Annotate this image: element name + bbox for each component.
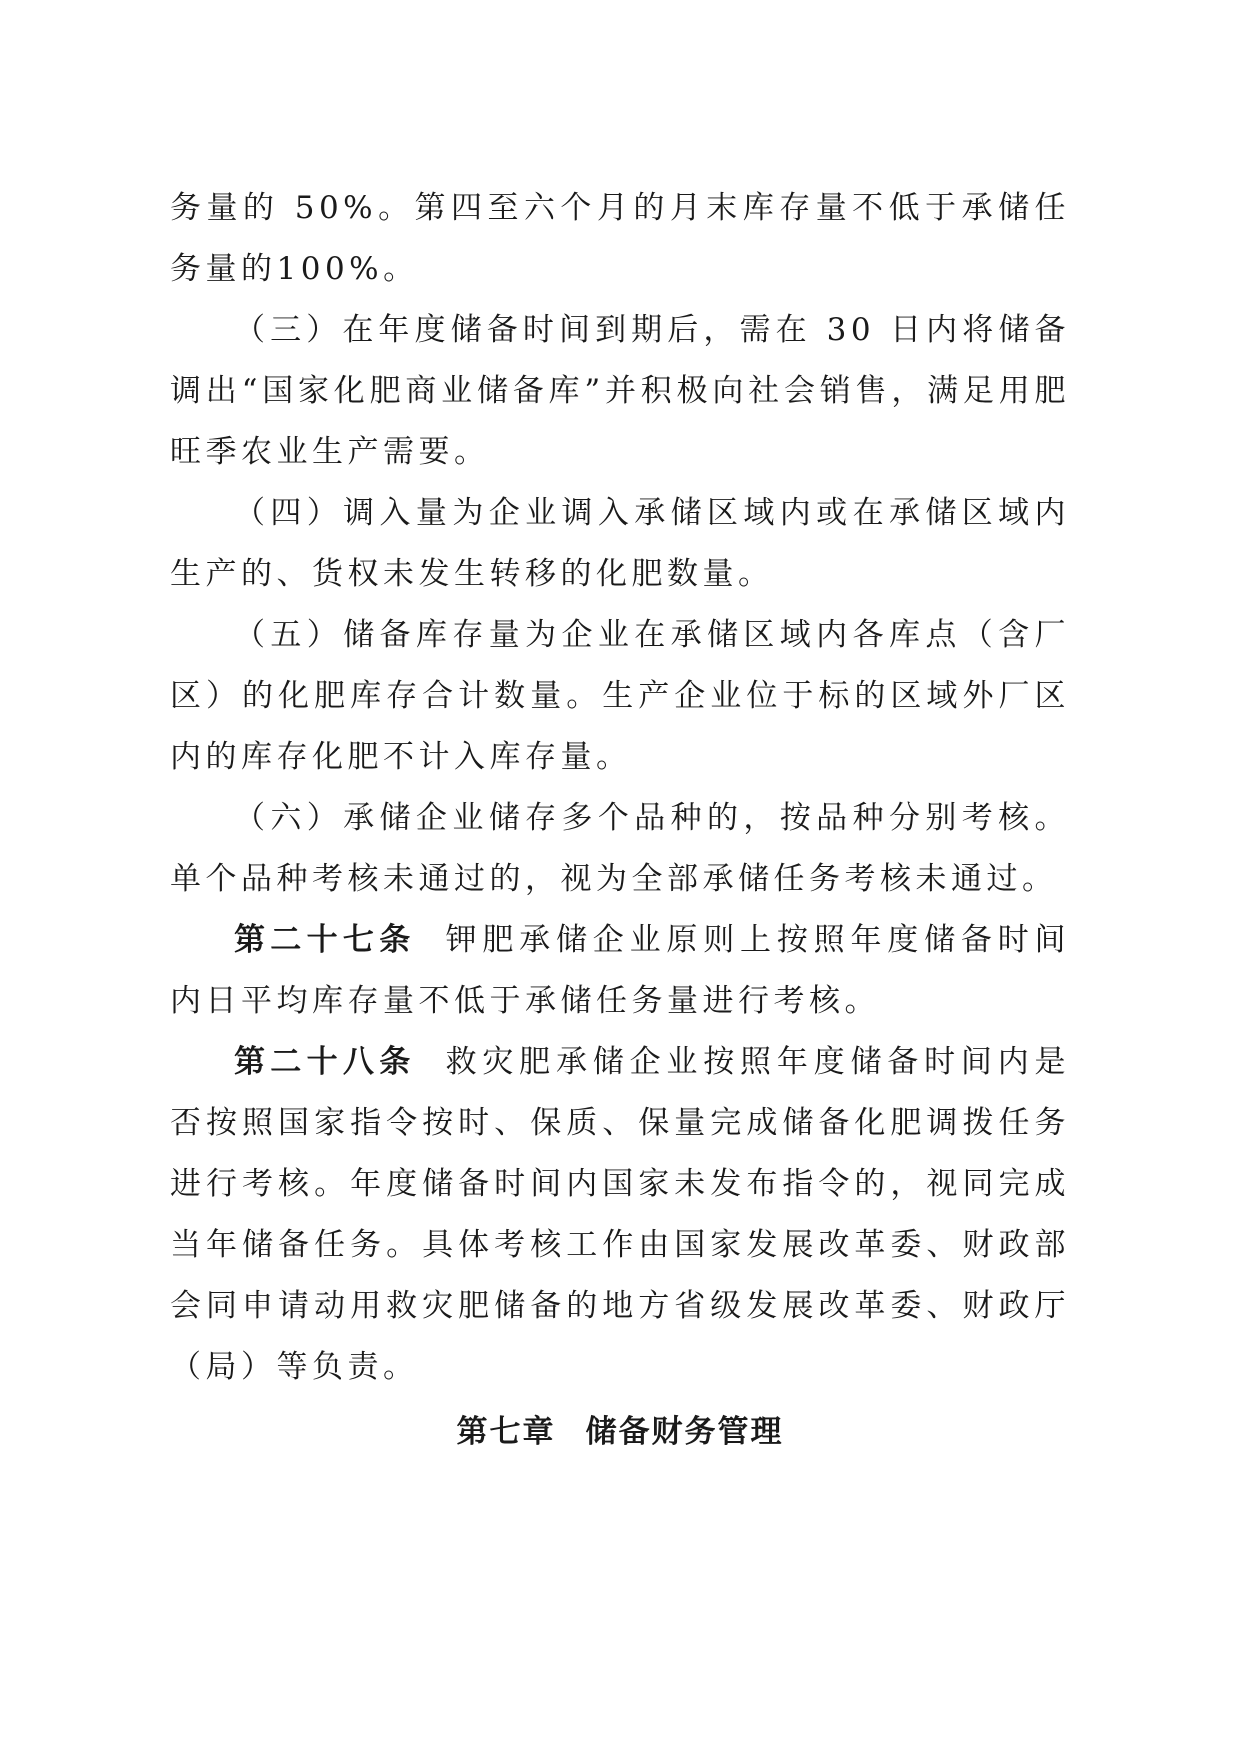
article-28 [170,1032,1070,1398]
paragraph-continued: 务量的 50%。第四至六个月的月末库存量不低于承储任务量的100%。 [170,190,1070,287]
paragraph-item-4: （四）调入量为企业调入承储区域内或在承储区域内生产的、货权未发生转移的化肥数量。 [170,495,1070,592]
chapter-heading [170,1402,1070,1462]
article-27-text: 钾肥承储企业原则上按照年度储备时间内日平均库存量不低于承储任务量进行考核。 [170,922,1071,1019]
article-27-heading: 第二十七条 [234,922,416,958]
document-body [170,178,1070,1398]
paragraph-item-3: （三）在年度储备时间到期后，需在 30 日内将储备调出“国家化肥商业储备库”并积极向社会销售，满足用肥旺季农业生产需要。 [170,312,1070,470]
article-28-heading: 第二十八条 [234,1044,416,1080]
chapter-title: 储备财务管理 [585,1414,784,1450]
chapter-number: 第七章 [456,1414,556,1450]
article-27 [170,910,1070,1032]
paragraph-item-5: （五）储备库存量为企业在承储区域内各库点（含厂区）的化肥库存合计数量。生产企业位于标的区域外厂区内的库存化肥不计入库存量。 [170,617,1070,775]
article-28-text: 救灾肥承储企业按照年度储备时间内是否按照国家指令按时、保质、保量完成储备化肥调拨任务进行考核。年度储备时间内国家未发布指令的，视同完成当年储备任务。具体考核工作由国家发展改革委、财政部会同申请动用救灾肥储备的地方省级发展改革委、财政厅（局）等负责。 [170,1044,1071,1385]
paragraph-item-6: （六）承储企业储存多个品种的，按品种分别考核。单个品种考核未通过的，视为全部承储任务考核未通过。 [170,800,1070,897]
